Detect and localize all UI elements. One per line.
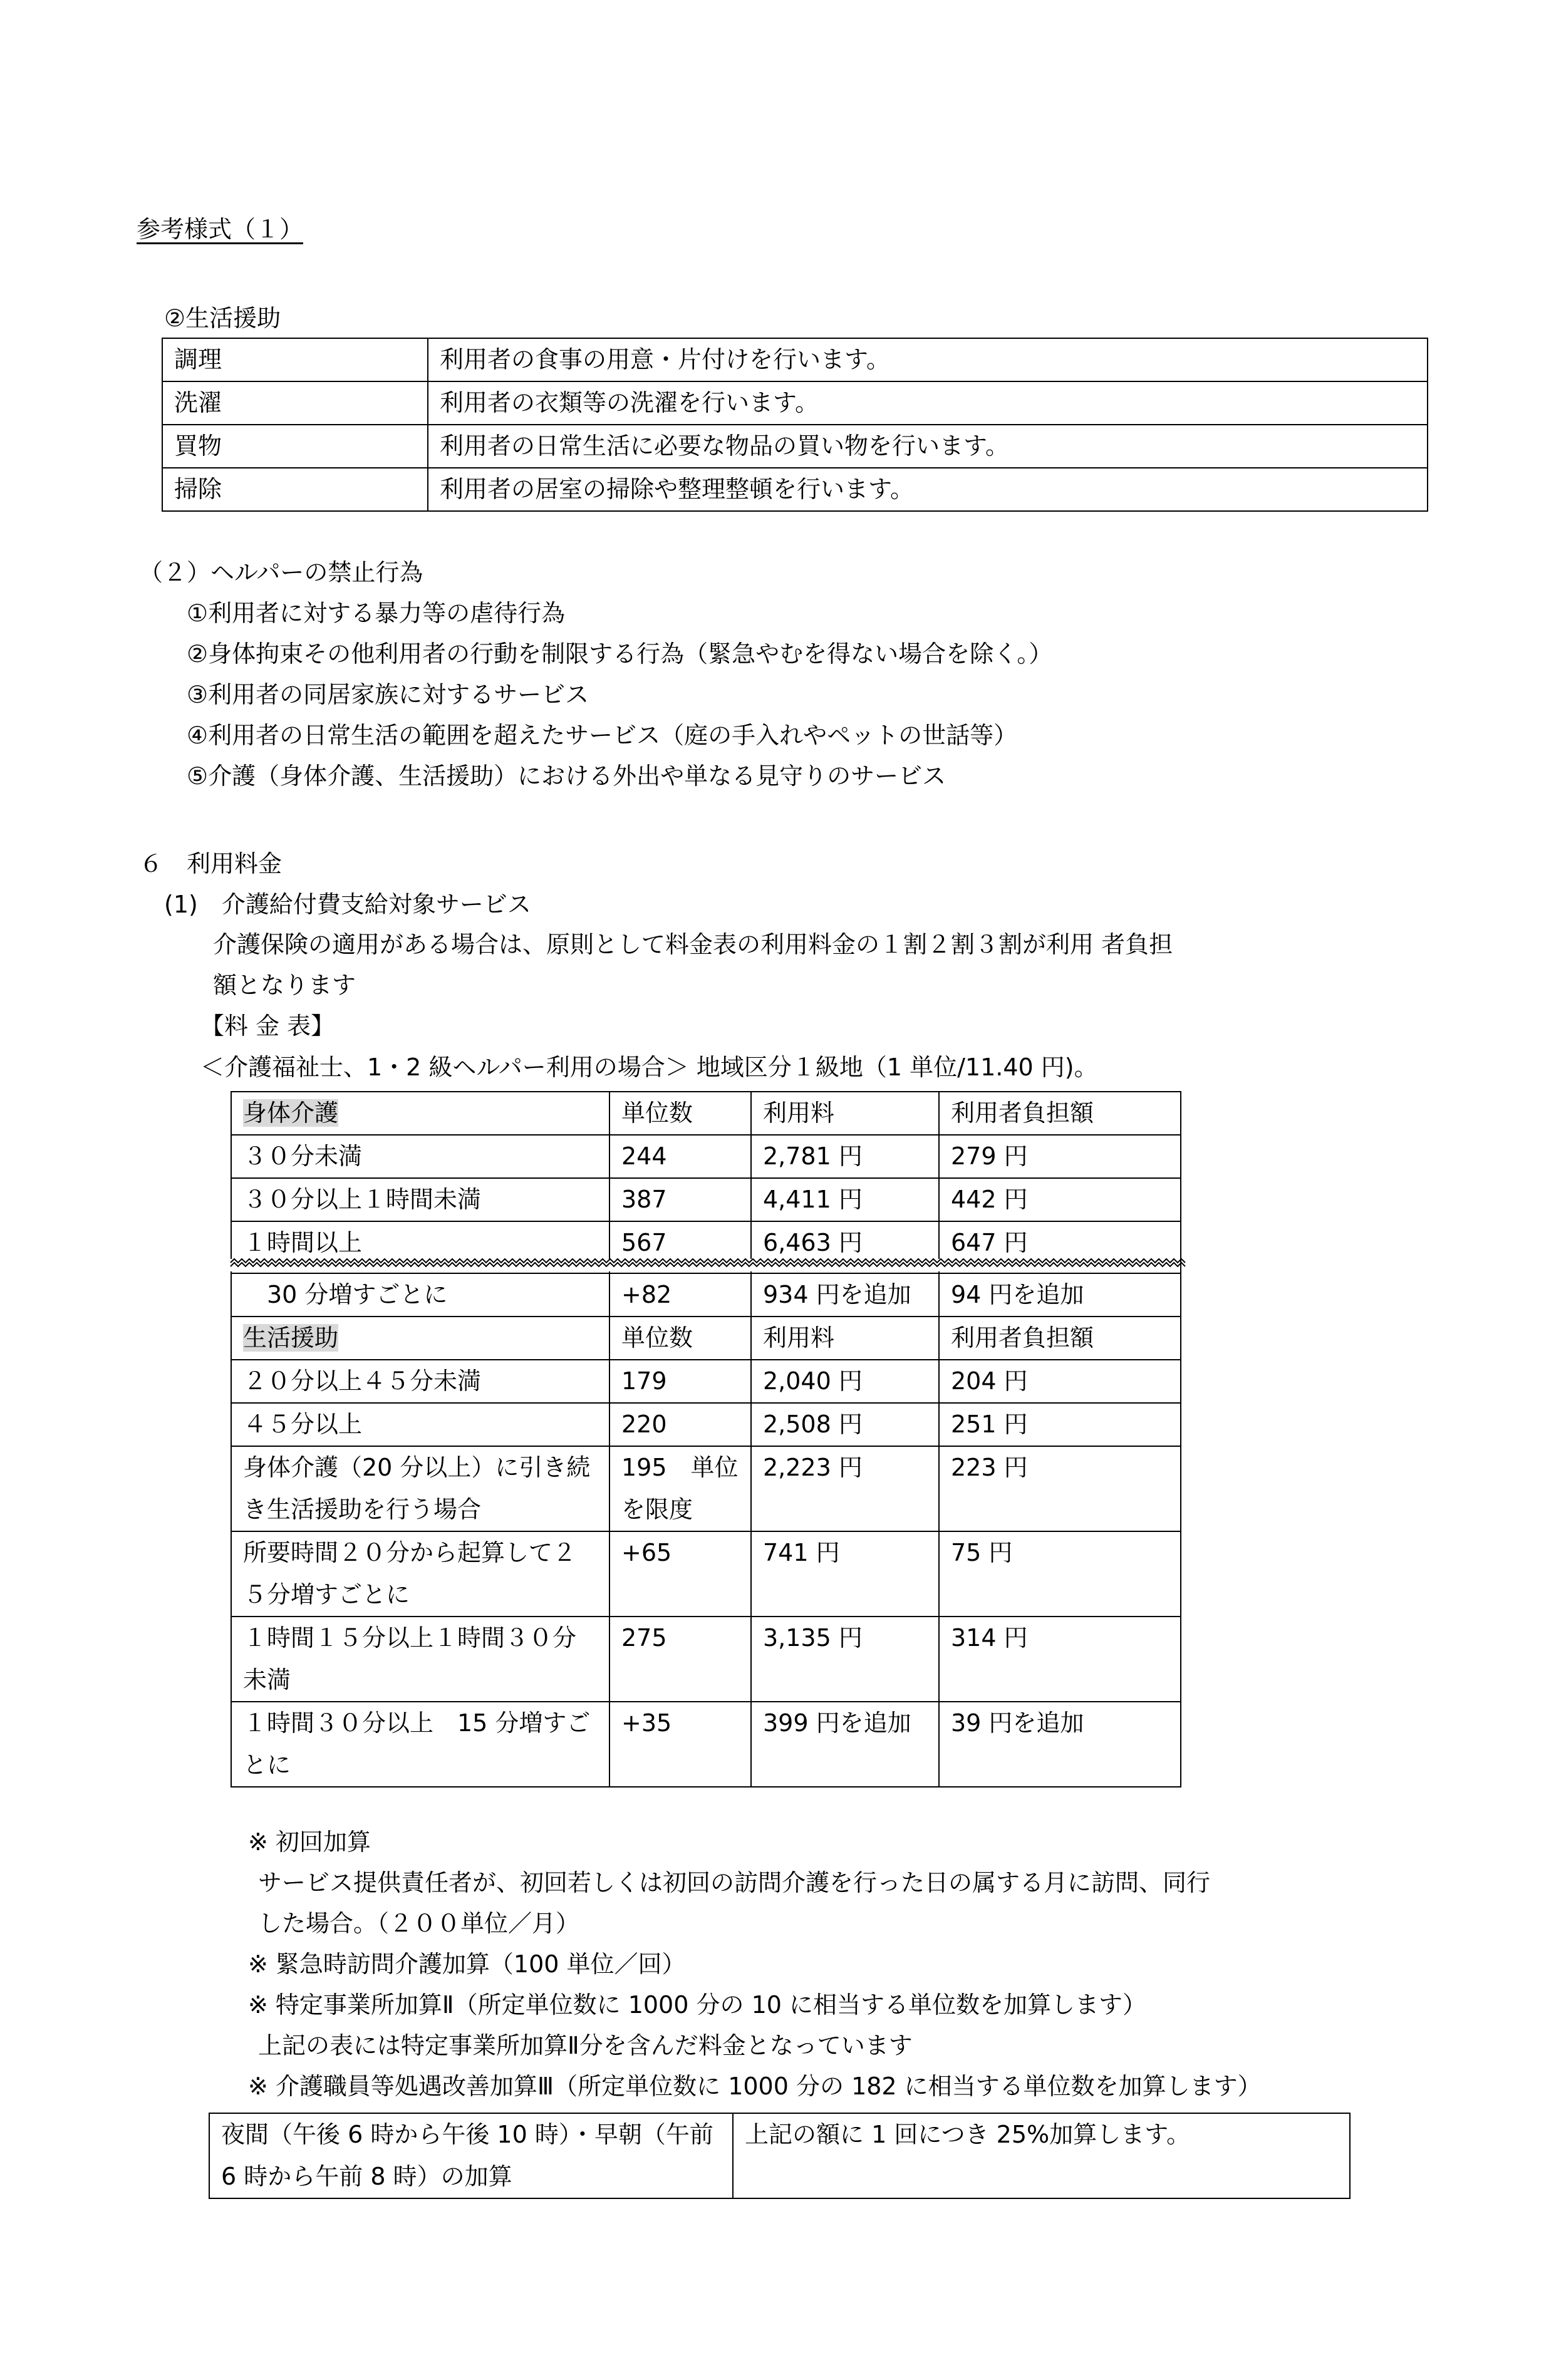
- prohibited-item: ⑤介護（身体介護、生活援助）における外出や単なる見守りのサービス: [187, 762, 946, 790]
- table-header-cell: 利用料: [751, 1317, 939, 1360]
- table-row: [231, 1531, 1181, 1617]
- table-cell: 647 円: [939, 1221, 1181, 1273]
- table-cell: 567: [609, 1221, 751, 1273]
- table-cell: 244: [609, 1135, 751, 1178]
- table-row: [162, 468, 1428, 511]
- page-header: 参考様式（１）: [137, 215, 304, 243]
- prohibited-item: ④利用者の日常生活の範囲を超えたサービス（庭の手入れやペットの世話等）: [187, 722, 1018, 749]
- service-name: 調理: [162, 338, 428, 381]
- service-name: 買物: [162, 425, 428, 468]
- table-cell: 934 円を追加: [751, 1273, 939, 1317]
- table-cell: 741 円: [751, 1531, 939, 1617]
- table-cell: ３０分以上１時間未満: [231, 1178, 609, 1221]
- table-row: [209, 2113, 1350, 2198]
- prohibited-item: ①利用者に対する暴力等の虐待行為: [187, 599, 566, 627]
- table-cell: +82: [609, 1273, 751, 1317]
- fees-paragraph: 額となります: [213, 971, 356, 999]
- life-support-heading: ②生活援助: [164, 304, 281, 332]
- service-desc: 利用者の居室の掃除や整理整頓を行います。: [428, 468, 1428, 511]
- table-cell: ４５分以上: [231, 1403, 609, 1446]
- note-emergency: ※ 緊急時訪問介護加算（100 単位／回）: [248, 1950, 686, 1978]
- table-header-cell: 利用料: [751, 1092, 939, 1135]
- table-cell: 2,040 円: [751, 1360, 939, 1403]
- life-support-table: [162, 338, 1428, 512]
- fees-subheading: (1) 介護給付費支給対象サービス: [164, 891, 531, 918]
- table-row: [231, 1178, 1181, 1221]
- table-cell: 279 円: [939, 1135, 1181, 1178]
- table-cell: 75 円: [939, 1531, 1181, 1617]
- night-surcharge-label: 夜間（午後 6 時から午後 10 時）・早朝（午前 6 時から午前 8 時）の加算: [209, 2113, 733, 2198]
- service-desc: 利用者の衣類等の洗濯を行います。: [428, 381, 1428, 425]
- table-cell: 所要時間２０分から起算して２５分増すごとに: [231, 1531, 609, 1617]
- note-specific-office: ※ 特定事業所加算Ⅱ（所定単位数に 1000 分の 10 に相当する単位数を加算します）: [248, 1991, 1147, 2019]
- table-header-cell: 生活援助: [231, 1317, 609, 1360]
- note-first-visit-title: ※ 初回加算: [248, 1828, 371, 1856]
- table-row: [231, 1360, 1181, 1403]
- table-cell: 179: [609, 1360, 751, 1403]
- table-header-row: [231, 1317, 1181, 1360]
- service-name: 掃除: [162, 468, 428, 511]
- prohibited-heading: （２）ヘルパーの禁止行為: [139, 559, 423, 586]
- table-row: [231, 1617, 1181, 1702]
- table-cell: 314 円: [939, 1617, 1181, 1702]
- table-header-cell: 利用者負担額: [939, 1092, 1181, 1135]
- table-cell: 30 分増すごとに: [231, 1273, 609, 1317]
- table-cell: １時間１５分以上１時間３０分未満: [231, 1617, 609, 1702]
- table-cell: 4,411 円: [751, 1178, 939, 1221]
- night-surcharge-desc: 上記の額に 1 回につき 25%加算します。: [733, 2113, 1350, 2198]
- fees-heading: ６ 利用料金: [139, 850, 283, 877]
- table-header-row: [231, 1092, 1181, 1135]
- fee-table: [231, 1091, 1181, 1788]
- table-row: [162, 338, 1428, 381]
- table-cell: １時間３０分以上 15 分増すごとに: [231, 1702, 609, 1787]
- table-header-cell: 単位数: [609, 1317, 751, 1360]
- table-row: [231, 1403, 1181, 1446]
- table-header-cell: 利用者負担額: [939, 1317, 1181, 1360]
- note-treatment-improvement: ※ 介護職員等処遇改善加算Ⅲ（所定単位数に 1000 分の 182 に相当する単位数を加算します）: [248, 2072, 1262, 2100]
- table-cell: 442 円: [939, 1178, 1181, 1221]
- table-cell: 220: [609, 1403, 751, 1446]
- table-row: [162, 425, 1428, 468]
- fee-table-label: 【料 金 表】: [200, 1012, 335, 1040]
- table-row: [231, 1702, 1181, 1787]
- table-cell: 身体介護（20 分以上）に引き続き生活援助を行う場合: [231, 1446, 609, 1531]
- fees-paragraph: 介護保険の適用がある場合は、原則として料金表の利用料金の１割２割３割が利用 者負担: [213, 931, 1173, 958]
- table-row: [231, 1446, 1181, 1531]
- note-specific-office-sub: 上記の表には特定事業所加算Ⅱ分を含んだ料金となっています: [258, 2032, 913, 2059]
- service-name: 洗濯: [162, 381, 428, 425]
- fee-table-caption: ＜介護福祉士、1・2 級ヘルパー利用の場合＞ 地域区分１級地（1 単位/11.40 円)。: [200, 1053, 1098, 1081]
- table-row: [231, 1135, 1181, 1178]
- service-desc: 利用者の食事の用意・片付けを行います。: [428, 338, 1428, 381]
- service-desc: 利用者の日常生活に必要な物品の買い物を行います。: [428, 425, 1428, 468]
- table-cell: 2,223 円: [751, 1446, 939, 1531]
- table-break-wave: [231, 1259, 1180, 1271]
- table-cell: ２０分以上４５分未満: [231, 1360, 609, 1403]
- table-cell: 204 円: [939, 1360, 1181, 1403]
- table-row: [231, 1273, 1181, 1317]
- table-header-cell: 単位数: [609, 1092, 751, 1135]
- table-cell: 94 円を追加: [939, 1273, 1181, 1317]
- table-cell: 251 円: [939, 1403, 1181, 1446]
- table-cell: 275: [609, 1617, 751, 1702]
- table-cell: 399 円を追加: [751, 1702, 939, 1787]
- table-cell: 223 円: [939, 1446, 1181, 1531]
- table-cell: 195 単位を限度: [609, 1446, 751, 1531]
- table-cell: 6,463 円: [751, 1221, 939, 1273]
- table-cell: １時間以上: [231, 1221, 609, 1273]
- table-cell: 2,781 円: [751, 1135, 939, 1178]
- table-header-cell: 身体介護: [231, 1092, 609, 1135]
- table-cell: 39 円を追加: [939, 1702, 1181, 1787]
- table-row: [162, 381, 1428, 425]
- table-cell: ３０分未満: [231, 1135, 609, 1178]
- table-cell: +65: [609, 1531, 751, 1617]
- note-first-visit-line: した場合。（２００単位／月）: [258, 1910, 580, 1937]
- table-cell: 2,508 円: [751, 1403, 939, 1446]
- table-cell: +35: [609, 1702, 751, 1787]
- table-cell: 387: [609, 1178, 751, 1221]
- night-surcharge-table: [209, 2113, 1351, 2199]
- table-cell: 3,135 円: [751, 1617, 939, 1702]
- prohibited-item: ②身体拘束その他利用者の行動を制限する行為（緊急やむを得ない場合を除く。）: [187, 640, 1053, 668]
- note-first-visit-line: サービス提供責任者が、初回若しくは初回の訪問介護を行った日の属する月に訪問、同行: [258, 1869, 1211, 1896]
- prohibited-item: ③利用者の同居家族に対するサービス: [187, 681, 589, 708]
